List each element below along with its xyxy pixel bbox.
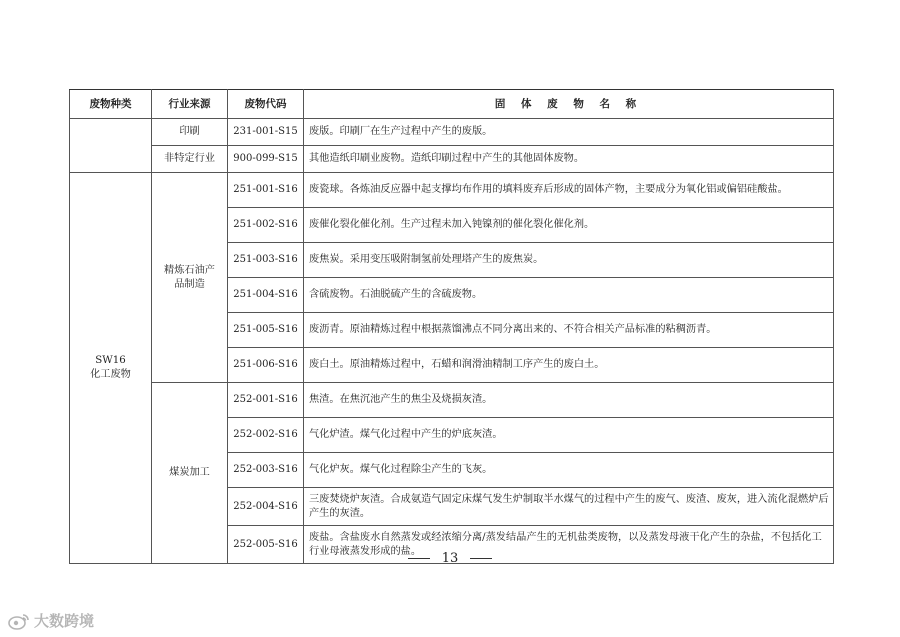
description-cell: 废白土。原油精炼过程中，石蜡和润滑油精制工序产生的废白土。 — [304, 348, 834, 383]
code-cell: 252-005-S16 — [228, 526, 304, 564]
industry-cell: 印刷 — [152, 119, 228, 146]
industry-label-line2: 品制造 — [174, 278, 205, 290]
page-number: 13 — [441, 551, 459, 566]
description-cell: 含硫废物。石油脱硫产生的含硫废物。 — [304, 278, 834, 313]
table-header-row — [70, 90, 834, 119]
description-cell: 气化炉渣。煤气化过程中产生的炉底灰渣。 — [304, 418, 834, 453]
description-cell: 焦渣。在焦沉池产生的焦尘及烧损灰渣。 — [304, 383, 834, 418]
code-cell: 251-001-S16 — [228, 173, 304, 208]
industry-cell-coal: 煤炭加工 — [152, 383, 228, 564]
header-code: 废物代码 — [228, 90, 304, 119]
code-cell: 231-001-S15 — [228, 119, 304, 146]
category-cell-sw16 — [70, 173, 152, 564]
solid-waste-table — [69, 89, 834, 564]
sina-weibo-logo-icon — [8, 612, 30, 630]
table-row — [70, 146, 834, 173]
page-dash-right — [470, 558, 492, 559]
watermark-text: 大数跨境 — [34, 612, 95, 630]
industry-cell-petroleum — [152, 173, 228, 383]
code-cell: 252-003-S16 — [228, 453, 304, 488]
code-cell: 251-004-S16 — [228, 278, 304, 313]
description-cell: 三废焚烧炉灰渣。合成氨造气固定床煤气发生炉制取半水煤气的过程中产生的废气、废渣、废灰，进入流化混燃炉后产生的灰渣。 — [304, 488, 834, 526]
page-footer — [0, 551, 900, 566]
description-cell: 废催化裂化催化剂。生产过程未加入钝镍剂的催化裂化催化剂。 — [304, 208, 834, 243]
category-code: SW16 — [95, 355, 126, 366]
description-cell: 废版。印刷厂在生产过程中产生的废版。 — [304, 119, 834, 146]
code-cell: 251-002-S16 — [228, 208, 304, 243]
description-cell: 气化炉灰。煤气化过程除尘产生的飞灰。 — [304, 453, 834, 488]
category-label: 化工废物 — [90, 369, 131, 380]
code-cell: 252-002-S16 — [228, 418, 304, 453]
table-row — [70, 173, 834, 208]
code-cell: 252-001-S16 — [228, 383, 304, 418]
description-cell: 废沥青。原油精炼过程中根据蒸馏沸点不同分离出来的、不符合相关产品标准的粘稠沥青。 — [304, 313, 834, 348]
code-cell: 251-003-S16 — [228, 243, 304, 278]
description-cell: 废焦炭。采用变压吸附制氢前处理塔产生的废焦炭。 — [304, 243, 834, 278]
header-category: 废物种类 — [70, 90, 152, 119]
watermark — [8, 610, 94, 631]
category-cell-empty — [70, 119, 152, 173]
page-dash-left — [408, 558, 430, 559]
description-cell: 废盐。含盐废水自然蒸发或经浓缩分离/蒸发结晶产生的无机盐类废物，以及蒸发母液干化产生的杂盐，不包括化工行业母液蒸发形成的盐。 — [304, 526, 834, 564]
industry-label-line1: 精炼石油产 — [164, 264, 215, 276]
header-industry: 行业来源 — [152, 90, 228, 119]
header-name: 固 体 废 物 名 称 — [304, 90, 834, 119]
code-cell: 251-005-S16 — [228, 313, 304, 348]
description-cell: 废瓷球。各炼油反应器中起支撑均布作用的填料废弃后形成的固体产物，主要成分为氧化铝或偏铝硅酸盐。 — [304, 173, 834, 208]
code-cell: 900-099-S15 — [228, 146, 304, 173]
code-cell: 252-004-S16 — [228, 488, 304, 526]
table-row — [70, 383, 834, 418]
table-row — [70, 119, 834, 146]
industry-cell: 非特定行业 — [152, 146, 228, 173]
description-cell: 其他造纸印刷业废物。造纸印刷过程中产生的其他固体废物。 — [304, 146, 834, 173]
code-cell: 251-006-S16 — [228, 348, 304, 383]
